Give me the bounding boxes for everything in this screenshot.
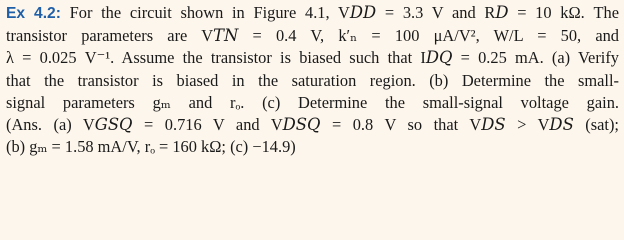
exercise-line-5: signal parameters gₘ and rₒ. (c) Determine the small-signal voltage gain. bbox=[6, 92, 619, 112]
exercise-line-3: λ = 0.025 V⁻¹. Assume the transistor is biased such that I𝐷𝑄 = 0.25 mA. (a) Verify bbox=[6, 48, 619, 68]
exercise-line-4: that the transistor is biased in the saturation region. (b) Determine the small- bbox=[6, 70, 619, 90]
exercise-label: Ex 4.2: bbox=[6, 5, 61, 22]
exercise-line-7: (b) gₘ = 1.58 mA/V, rₒ = 160 kΩ; (c) −14.9) bbox=[6, 137, 296, 157]
exercise-line-1 bbox=[6, 2, 619, 25]
exercise-line-2: transistor parameters are V𝑇𝑁 = 0.4 V, k′ₙ = 100 μA/V², W/L = 50, and bbox=[6, 26, 619, 46]
exercise-line-6: (Ans. (a) V𝐺𝑆𝑄 = 0.716 V and V𝐷𝑆𝑄 = 0.8 V so that V𝐷𝑆 > V𝐷𝑆 (sat); bbox=[6, 115, 619, 135]
exercise-line-1-text: For the circuit shown in Figure 4.1, V𝐷𝐷 = 3.3 V and R𝐷 = 10 kΩ. The bbox=[60, 3, 619, 22]
